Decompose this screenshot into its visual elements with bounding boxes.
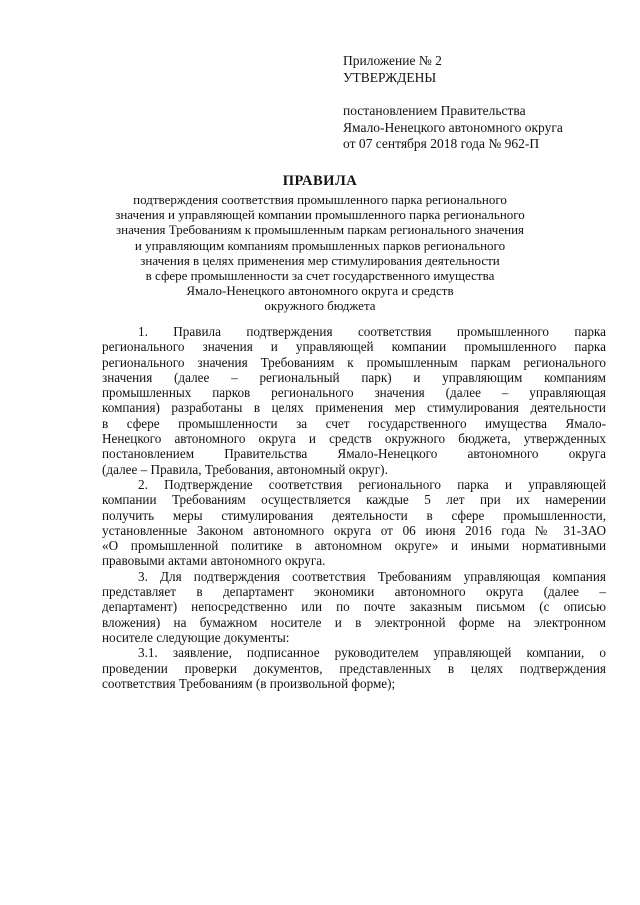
paragraph-line: постановлением Правительства Ямало-Ненецкого автономного округа bbox=[102, 446, 606, 462]
approved-label: УТВЕРЖДЕНЫ bbox=[343, 69, 437, 85]
paragraph-line: проведении проверки документов, представленных в целях подтверждения bbox=[102, 660, 606, 676]
paragraph-line: 1. Правила подтверждения соответствия промышленного парка bbox=[138, 324, 606, 339]
paragraph-line: регионального значения Требованиям к промышленным паркам регионального bbox=[102, 354, 606, 370]
paragraph-line: в сфере промышленности за счет государственного имущества Ямало- bbox=[102, 415, 606, 431]
paragraph-line: промышленных парков регионального значения (далее – управляющая bbox=[102, 385, 606, 401]
paragraph-line: «О промышленной политике в автономном округе» и иными нормативными bbox=[102, 538, 606, 554]
paragraph-line: получить меры стимулирования деятельности в сфере промышленности, bbox=[102, 507, 606, 523]
paragraph-line: соответствия Требованиям (в произвольной форме); bbox=[102, 675, 396, 691]
document-title-block bbox=[0, 173, 640, 314]
paragraph-line: департамент) непосредственно или по почте заказным письмом (с описью bbox=[102, 599, 606, 615]
paragraph-line: (далее – Правила, Требования, автономный округ). bbox=[102, 461, 388, 477]
decree-line: Ямало-Ненецкого автономного округа bbox=[343, 119, 563, 135]
paragraph-line: компания) разработаны в целях применения мер стимулирования деятельности bbox=[102, 400, 606, 416]
decree-line: постановлением Правительства bbox=[343, 103, 526, 118]
paragraph bbox=[102, 645, 606, 691]
subtitle-line: значения и управляющей компании промышленного парка регионального bbox=[115, 207, 525, 223]
paragraph bbox=[102, 569, 606, 645]
paragraph bbox=[102, 324, 606, 477]
paragraph-line: установленные Законом автономного округа от 06 июня 2016 года № 31-ЗАО bbox=[102, 522, 606, 538]
subtitle-line: окружного бюджета bbox=[264, 298, 376, 314]
paragraph bbox=[102, 477, 606, 569]
subtitle-line: значения Требованиям к промышленным паркам регионального значения bbox=[115, 222, 525, 238]
decree-date-line: от 07 сентября 2018 года № 962-П bbox=[343, 136, 540, 151]
document-title: ПРАВИЛА bbox=[282, 173, 358, 189]
paragraph-line: регионального значения и управляющей компании промышленного парка bbox=[102, 339, 606, 355]
subtitle-line: значения в целях применения мер стимулирования деятельности bbox=[140, 252, 500, 268]
paragraph-line: носителе следующие документы: bbox=[102, 629, 290, 645]
document-body bbox=[102, 324, 606, 691]
paragraph-line: вложения) на бумажном носителе и в электронной форме на электронном bbox=[102, 614, 606, 630]
paragraph-line: представляет в департамент экономики автономного округа (далее – bbox=[102, 584, 606, 600]
paragraph-line: компании Требованиям осуществляется каждые 5 лет при их намерении bbox=[102, 492, 606, 508]
paragraph-line: 3. Для подтверждения соответствия Требованиям управляющая компания bbox=[138, 568, 606, 584]
subtitle-line: в сфере промышленности за счет государственного имущества bbox=[145, 268, 495, 284]
subtitle-line: и управляющим компаниям промышленных парков регионального bbox=[134, 237, 506, 253]
appendix-number: Приложение № 2 bbox=[343, 53, 442, 68]
document-subtitle bbox=[0, 192, 640, 314]
paragraph-line: 3.1. заявление, подписанное руководителем управляющей компании, о bbox=[138, 645, 606, 661]
paragraph-line: 2. Подтверждение соответствия регионального парка и управляющей bbox=[138, 476, 606, 492]
subtitle-line: Ямало-Ненецкого автономного округа и средств bbox=[186, 283, 454, 299]
paragraph-line: Ненецкого автономного округа и средств окружного бюджета, утвержденных bbox=[102, 431, 606, 447]
subtitle-line: подтверждения соответствия промышленного парка регионального bbox=[133, 192, 507, 207]
paragraph-line: правовыми актами автономного округа. bbox=[102, 553, 326, 569]
approval-header bbox=[343, 53, 563, 153]
paragraph-line: значения (далее – региональный парк) и управляющим компаниям bbox=[102, 369, 606, 385]
